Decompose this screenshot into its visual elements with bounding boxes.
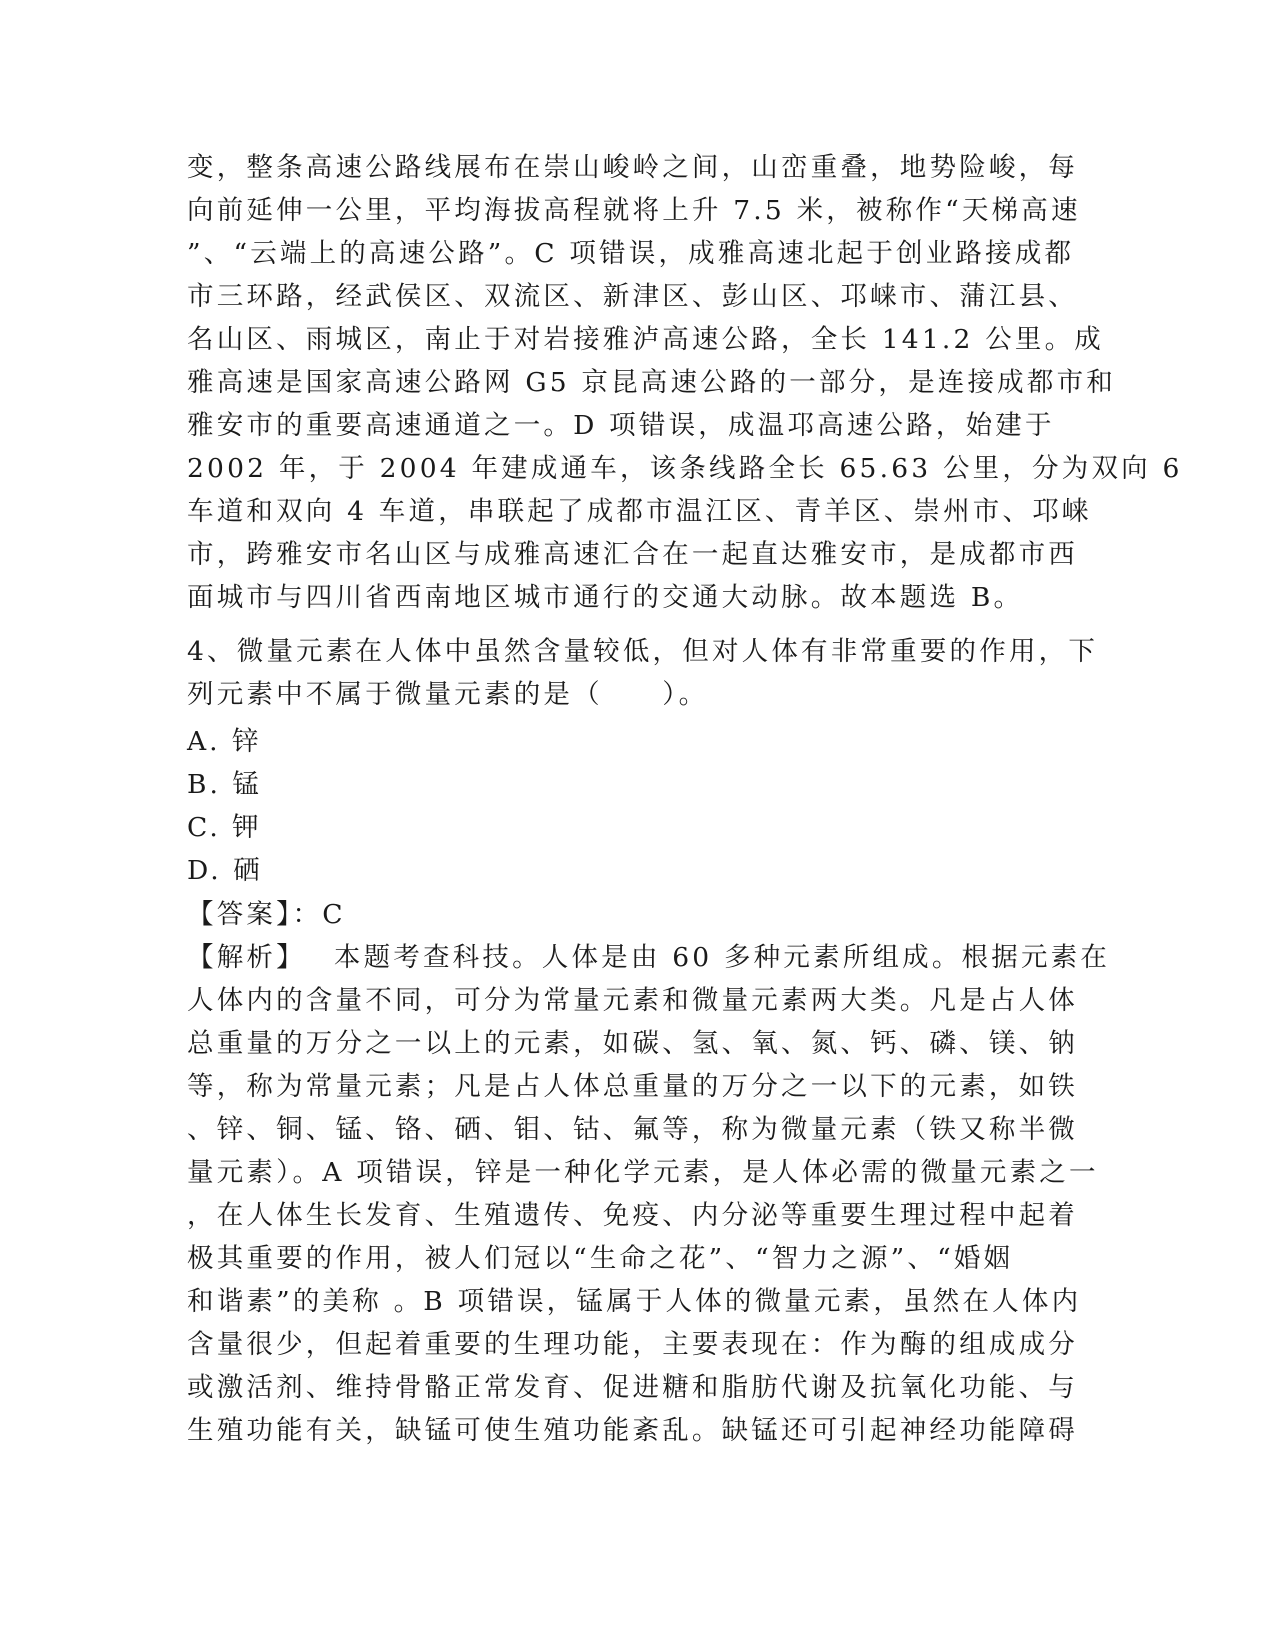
analysis-line: 【解析】 本题考查科技。人体是由 60 多种元素所组成。根据元素在: [187, 942, 1111, 973]
option-b: B. 锰: [187, 769, 262, 800]
analysis-line: 生殖功能有关，缺锰可使生殖功能紊乱。缺锰还可引起神经功能障碍: [187, 1415, 1078, 1446]
explanation-line: 市，跨雅安市名山区与成雅高速汇合在一起直达雅安市，是成都市西: [187, 539, 1078, 570]
analysis-line: 或激活剂、维持骨骼正常发育、促进糖和脂肪代谢及抗氧化功能、与: [187, 1372, 1078, 1403]
answer-text: 【答案】：C: [187, 899, 346, 930]
option-list: [187, 720, 1087, 892]
analysis: [187, 936, 1111, 1452]
explanation-line: 市三环路，经武侯区、双流区、新津区、彭山区、邛崃市、蒲江县、: [187, 281, 1078, 312]
analysis-line: 和谐素”的美称 。B 项错误，锰属于人体的微量元素，虽然在人体内: [187, 1286, 1082, 1317]
explanation-line: 名山区、雨城区，南止于对岩接雅泸高速公路，全长 141.2 公里。成: [187, 324, 1105, 355]
answer: [187, 893, 1087, 936]
explanation-line: 向前延伸一公里，平均海拔高程就将上升 7.5 米，被称作“天梯高速: [187, 195, 1081, 226]
question-line: 4、微量元素在人体中虽然含量较低，但对人体有非常重要的作用，下: [187, 636, 1099, 667]
analysis-line: ，在人体生长发育、生殖遗传、免疫、内分泌等重要生理过程中起着: [187, 1200, 1078, 1231]
option-c: C. 钾: [187, 812, 262, 843]
explanation-line: 变，整条高速公路线展布在崇山峻岭之间，山峦重叠，地势险峻，每: [187, 152, 1078, 183]
explanation-line: 雅安市的重要高速通道之一。D 项错误，成温邛高速公路，始建于: [187, 410, 1055, 441]
previous-explanation: [187, 146, 1183, 619]
analysis-line: 人体内的含量不同，可分为常量元素和微量元素两大类。凡是占人体: [187, 985, 1078, 1016]
explanation-line: 车道和双向 4 车道，串联起了成都市温江区、青羊区、崇州市、邛崃: [187, 496, 1092, 527]
explanation-line: 2002 年，于 2004 年建成通车，该条线路全长 65.63 公里，分为双向 6: [187, 453, 1183, 484]
question-line: 列元素中不属于微量元素的是（ ）。: [187, 679, 709, 710]
explanation-line: 面城市与四川省西南地区城市通行的交通大动脉。故本题选 B。: [187, 582, 1024, 613]
analysis-line: 极其重要的作用，被人们冠以“生命之花”、“智力之源”、“婚姻: [187, 1243, 1014, 1274]
analysis-line: 量元素）。A 项错误，锌是一种化学元素，是人体必需的微量元素之一: [187, 1157, 1099, 1188]
explanation-line: ”、“云端上的高速公路”。C 项错误，成雅高速北起于创业路接成都: [187, 238, 1075, 269]
option-a: A. 锌: [187, 726, 262, 757]
question-stem: [187, 630, 1099, 716]
explanation-line: 雅高速是国家高速公路网 G5 京昆高速公路的一部分，是连接成都市和: [187, 367, 1116, 398]
analysis-line: 等，称为常量元素；凡是占人体总重量的万分之一以下的元素，如铁: [187, 1071, 1078, 1102]
analysis-line: 、锌、铜、锰、铬、硒、钼、钴、氟等，称为微量元素（铁又称半微: [187, 1114, 1078, 1145]
analysis-line: 总重量的万分之一以上的元素，如碳、氢、氧、氮、钙、磷、镁、钠: [187, 1028, 1078, 1059]
analysis-line: 含量很少，但起着重要的生理功能，主要表现在：作为酶的组成成分: [187, 1329, 1078, 1360]
option-d: D. 硒: [187, 855, 263, 886]
